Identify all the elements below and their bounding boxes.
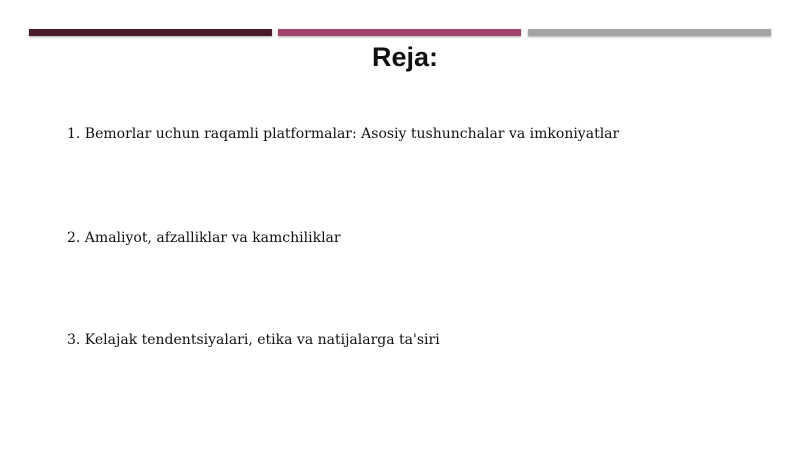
header-bar-dark	[29, 29, 272, 36]
agenda-item-3: 3. Kelajak tendentsiyalari, etika va natijalarga ta'siri	[67, 332, 440, 348]
slide-title: Reja:	[371, 42, 439, 72]
agenda-item-1: 1. Bemorlar uchun raqamli platformalar: Asosiy tushunchalar va imkoniyatlar	[67, 126, 620, 142]
header-bar-magenta	[278, 29, 521, 36]
decorative-header-bars	[29, 29, 771, 37]
agenda-item-2: 2. Amaliyot, afzalliklar va kamchiliklar	[67, 230, 341, 246]
header-bar-gray	[528, 29, 771, 36]
